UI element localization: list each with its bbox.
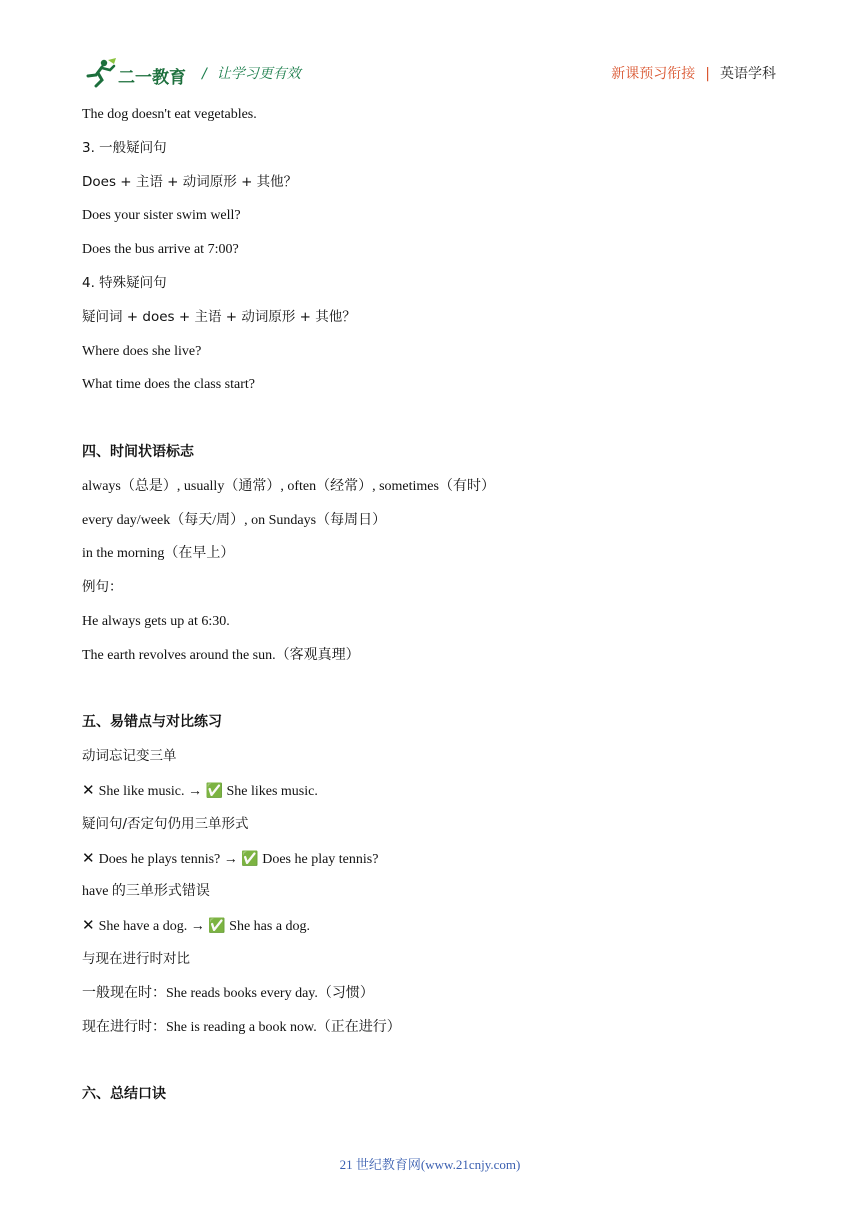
correction-text: She have a dog. → ✅ She has a dog. [98, 919, 311, 935]
example-sentence: He always gets up at 6:30. [82, 613, 230, 629]
spacer [82, 1044, 782, 1078]
example-sentence: Does the bus arrive at 7:00? [82, 242, 239, 258]
header-right [611, 63, 776, 83]
course-label: 新课预习衔接 [611, 66, 696, 82]
subheading: 4. 特殊疑问句 [82, 274, 167, 291]
spacer [82, 673, 782, 707]
slogan-text: 让学习更有效 [216, 66, 301, 82]
section-heading: 六、总结口诀 [82, 1086, 166, 1103]
slogan-slash: / [202, 66, 207, 82]
cross-icon: ✕ [82, 848, 95, 867]
text-line: every day/week（每天/周）, on Sundays（每周日） [82, 512, 387, 528]
page-footer: 21 世纪教育网(www.21cnjy.com) [339, 1157, 521, 1172]
comparison-line: 一般现在时：She reads books every day.（习惯） [82, 985, 374, 1001]
correction-text: She like music. → ✅ She likes music. [98, 783, 318, 799]
section-heading: 四、时间状语标志 [82, 443, 194, 460]
document-body [82, 98, 782, 1112]
section-heading: 五、易错点与对比练习 [82, 714, 222, 731]
formula: 疑问词 + does + 主语 + 动词原形 + 其他？ [82, 308, 356, 325]
subheading: 与现在进行时对比 [82, 950, 190, 967]
comparison-line: 现在进行时：She is reading a book now.（正在进行） [82, 1019, 401, 1035]
header-divider: | [705, 66, 710, 82]
example-sentence: Does your sister swim well? [82, 208, 241, 224]
example-sentence: The earth revolves around the sun.（客观真理） [82, 647, 360, 663]
correction-line [82, 909, 782, 943]
correction-line [82, 774, 782, 808]
subheading: 动词忘记变三单 [82, 748, 177, 765]
logo-text: 二一教育 [118, 68, 186, 87]
cross-icon: ✕ [82, 780, 95, 799]
subheading: 3. 一般疑问句 [82, 139, 167, 156]
example-sentence: What time does the class start? [82, 377, 255, 393]
logo [82, 56, 192, 90]
subject-label: 英语学科 [720, 66, 776, 82]
formula: Does + 主语 + 动词原形 + 其他？ [82, 173, 298, 190]
text-line: 例句： [82, 579, 123, 596]
page-header [82, 56, 776, 90]
text-line: in the morning（在早上） [82, 546, 235, 562]
subheading: have 的三单形式错误 [82, 884, 210, 900]
subheading: 疑问句/否定句仍用三单形式 [82, 815, 249, 832]
example-sentence: Where does she live? [82, 343, 202, 359]
slogan [202, 63, 301, 83]
cross-icon: ✕ [82, 916, 95, 935]
runner-logo-icon [82, 58, 118, 88]
text-line: The dog doesn't eat vegetables. [82, 107, 257, 122]
text-line: always（总是）, usually（通常）, often（经常）, sometimes（有时） [82, 478, 495, 494]
spacer [82, 402, 782, 436]
correction-line [82, 842, 782, 876]
correction-text: Does he plays tennis? → ✅ Does he play tennis? [98, 851, 379, 867]
